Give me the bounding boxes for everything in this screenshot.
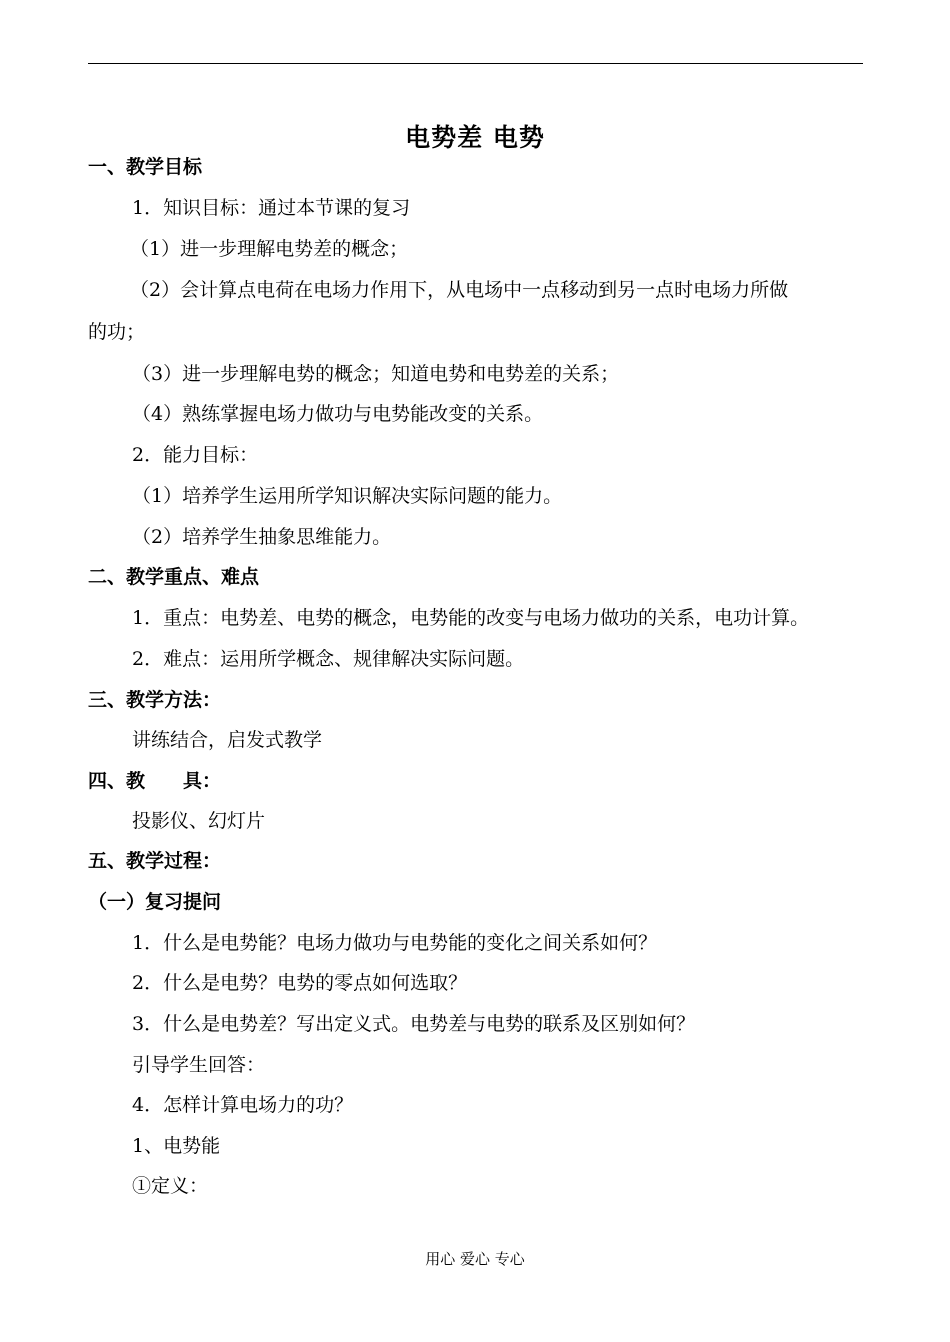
heading-tools: 四、教 具： [88, 770, 222, 792]
guide-answer: 引导学生回答： [132, 1054, 266, 1076]
section-potential-energy: 1、电势能 [132, 1135, 221, 1157]
ability-goal: 2．能力目标： [132, 444, 259, 466]
methods-text: 讲练结合，启发式教学 [132, 729, 323, 751]
tools-text: 投影仪、幻灯片 [132, 810, 266, 832]
ability-item-2: （2）培养学生抽象思维能力。 [132, 526, 392, 548]
heading-teaching-goals: 一、教学目标 [88, 156, 203, 178]
goal-item-2: （2）会计算点电荷在电场力作用下，从电场中一点移动到另一点时电场力所做 [130, 279, 789, 301]
definition-label: ①定义： [132, 1175, 209, 1197]
ability-item-1: （1）培养学生运用所学知识解决实际问题的能力。 [132, 485, 563, 507]
goal-item-4: （4）熟练掌握电场力做功与电势能改变的关系。 [132, 403, 544, 425]
question-3: 3．什么是电势差？写出定义式。电势差与电势的联系及区别如何？ [132, 1013, 696, 1035]
goal-item-1: （1）进一步理解电势差的概念； [130, 238, 409, 260]
heading-review: （一）复习提问 [88, 891, 222, 913]
goal-item-3: （3）进一步理解电势的概念；知道电势和电势差的关系； [132, 363, 620, 385]
heading-process: 五、教学过程： [88, 850, 222, 872]
difficult-point: 2．难点：运用所学概念、规律解决实际问题。 [132, 648, 525, 670]
page-title: 电势差 电势 [405, 123, 545, 152]
page-footer: 用心 爱心 专心 [425, 1250, 525, 1268]
knowledge-goal: 1．知识目标：通过本节课的复习 [132, 197, 411, 219]
question-2: 2．什么是电势？电势的零点如何选取？ [132, 972, 468, 994]
question-4: 4．怎样计算电场力的功？ [132, 1094, 354, 1116]
goal-item-2-cont: 的功； [88, 321, 146, 343]
header-rule [88, 63, 863, 64]
question-1: 1．什么是电势能？电场力做功与电势能的变化之间关系如何？ [132, 932, 658, 954]
heading-methods: 三、教学方法： [88, 689, 222, 711]
heading-key-points: 二、教学重点、难点 [88, 566, 260, 588]
key-point: 1．重点：电势差、电势的概念，电势能的改变与电场力做功的关系，电功计算。 [132, 607, 810, 629]
